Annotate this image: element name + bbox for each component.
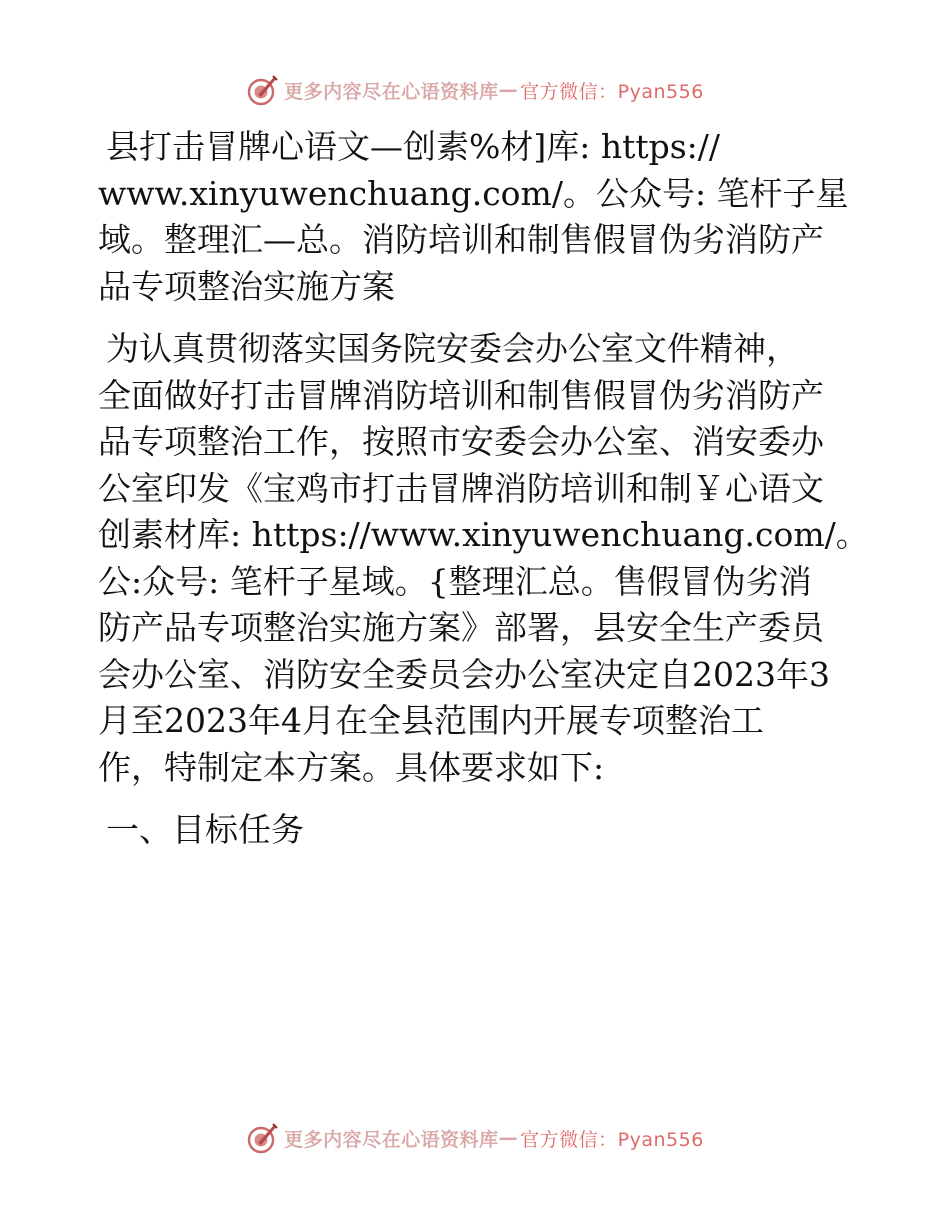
- text-line: 月至2023年4月在全县范围内开展专项整治工: [98, 701, 764, 740]
- text-line: 全面做好打击冒牌消防培训和制售假冒伪劣消防产: [98, 375, 824, 415]
- document-body: [98, 124, 869, 854]
- footer-banner: [0, 1118, 950, 1158]
- text-line: 公室印发《宝鸡市打击冒牌消防培训和制￥心语文: [98, 468, 824, 508]
- text-line: 创素材库: https://www.xinyuwenchuang.com/。: [98, 515, 869, 554]
- heading-text: 一、目标任务: [106, 810, 304, 849]
- text-line: 县打击冒牌心语文—创素%材]库: https://: [106, 127, 721, 166]
- text-line: 品专项整治实施方案: [98, 266, 395, 306]
- text-line: 品专项整治工作，按照市安委会办公室、消安委办: [98, 422, 824, 461]
- quill-seal-icon: [246, 73, 280, 107]
- text-line: 为认真贯彻落实国务院安委会办公室文件精神，: [106, 329, 799, 368]
- text-line: 公:众号: 笔杆子星域。{整理汇总。售假冒伪劣消: [98, 561, 812, 601]
- paragraph-intro: [98, 326, 869, 791]
- banner-contact: 官方微信：Pyan556: [520, 80, 704, 103]
- text-line: 防产品专项整治实施方案》部署，县安全生产委员: [98, 608, 824, 647]
- banner-title: 更多内容尽在心语资料库: [284, 80, 499, 103]
- text-line: www.xinyuwenchuang.com/。公众号: 笔杆子星: [98, 173, 849, 213]
- banner-dash: —: [498, 1127, 519, 1149]
- banner-title: 更多内容尽在心语资料库: [284, 1128, 499, 1151]
- section-heading: [98, 807, 858, 854]
- banner-dash: —: [498, 79, 519, 101]
- paragraph-title: [98, 124, 858, 310]
- text-line: 域。整理汇—总。消防培训和制售假冒伪劣消防产: [98, 220, 824, 259]
- banner-contact: 官方微信：Pyan556: [520, 1128, 704, 1151]
- text-line: 会办公室、消防安全委员会办公室决定自2023年3: [98, 654, 830, 694]
- quill-seal-icon: [246, 1121, 280, 1155]
- header-banner: [0, 70, 950, 110]
- text-line: 作，特制定本方案。具体要求如下:: [98, 747, 605, 787]
